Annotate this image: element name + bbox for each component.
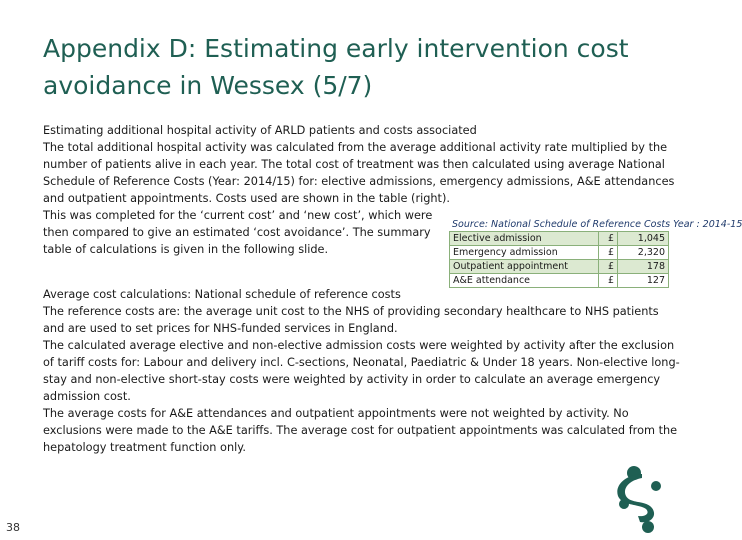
cost-currency: £ bbox=[599, 246, 618, 260]
paragraph: This was completed for the ‘current cost’ and ‘new cost’, which were then compared to give an estimated ‘cost avoidance’. The summary table of calculations is given in the following slide. bbox=[43, 209, 433, 256]
table-row bbox=[450, 232, 669, 246]
cost-value: 1,045 bbox=[618, 232, 669, 246]
cost-name: Outpatient appointment bbox=[450, 260, 599, 274]
cost-value: 127 bbox=[618, 274, 669, 288]
cost-currency: £ bbox=[599, 232, 618, 246]
table-source: Source: National Schedule of Reference Costs Year : 2014-15 bbox=[452, 219, 742, 230]
paragraph: The total additional hospital activity was calculated from the average additional activity rate multiplied by the number of patients alive in each year. The total cost of treatment was then calculated using average National Schedule of Reference Costs (Year: 2014/15) for: elective admissions, emergency admissions, A&E attendances and outpatient appointments. Costs used are shown in the table (right). bbox=[43, 141, 675, 205]
cost-currency: £ bbox=[599, 274, 618, 288]
cost-value: 178 bbox=[618, 260, 669, 274]
paragraph: The calculated average elective and non-elective admission costs were weighted by activity after the exclusion of tariff costs for: Labour and delivery incl. C-sections, Neonatal, Paediatric & Under 18 years. Non-elective long-stay and non-elective short-stay costs were weighted by activity in order to calculate an average emergency admission cost. bbox=[43, 339, 680, 403]
organisation-logo-icon bbox=[612, 464, 672, 534]
paragraph: The reference costs are: the average unit cost to the NHS of providing secondary healthcare to NHS patients and are used to set prices for NHS-funded services in England. bbox=[43, 305, 659, 335]
section-heading: Average cost calculations: National schedule of reference costs bbox=[43, 288, 401, 301]
section-heading: Estimating additional hospital activity of ARLD patients and costs associated bbox=[43, 124, 477, 137]
table-row bbox=[450, 246, 669, 260]
reference-costs-table bbox=[449, 219, 742, 288]
table-row bbox=[450, 260, 669, 274]
cost-value: 2,320 bbox=[618, 246, 669, 260]
paragraph: The average costs for A&E attendances and outpatient appointments were not weighted by activity. No exclusions were made to the A&E tariffs. The average cost for outpatient appointments was calculated from the hepatology treatment function only. bbox=[43, 407, 678, 454]
cost-name: Emergency admission bbox=[450, 246, 599, 260]
cost-name: A&E attendance bbox=[450, 274, 599, 288]
costs-table bbox=[449, 231, 669, 288]
section-average-cost-calculations bbox=[43, 286, 681, 456]
cost-currency: £ bbox=[599, 260, 618, 274]
cost-name: Elective admission bbox=[450, 232, 599, 246]
slide-title: Appendix D: Estimating early intervention cost avoidance in Wessex (5/7) bbox=[43, 34, 629, 100]
page-number: 38 bbox=[6, 521, 20, 534]
